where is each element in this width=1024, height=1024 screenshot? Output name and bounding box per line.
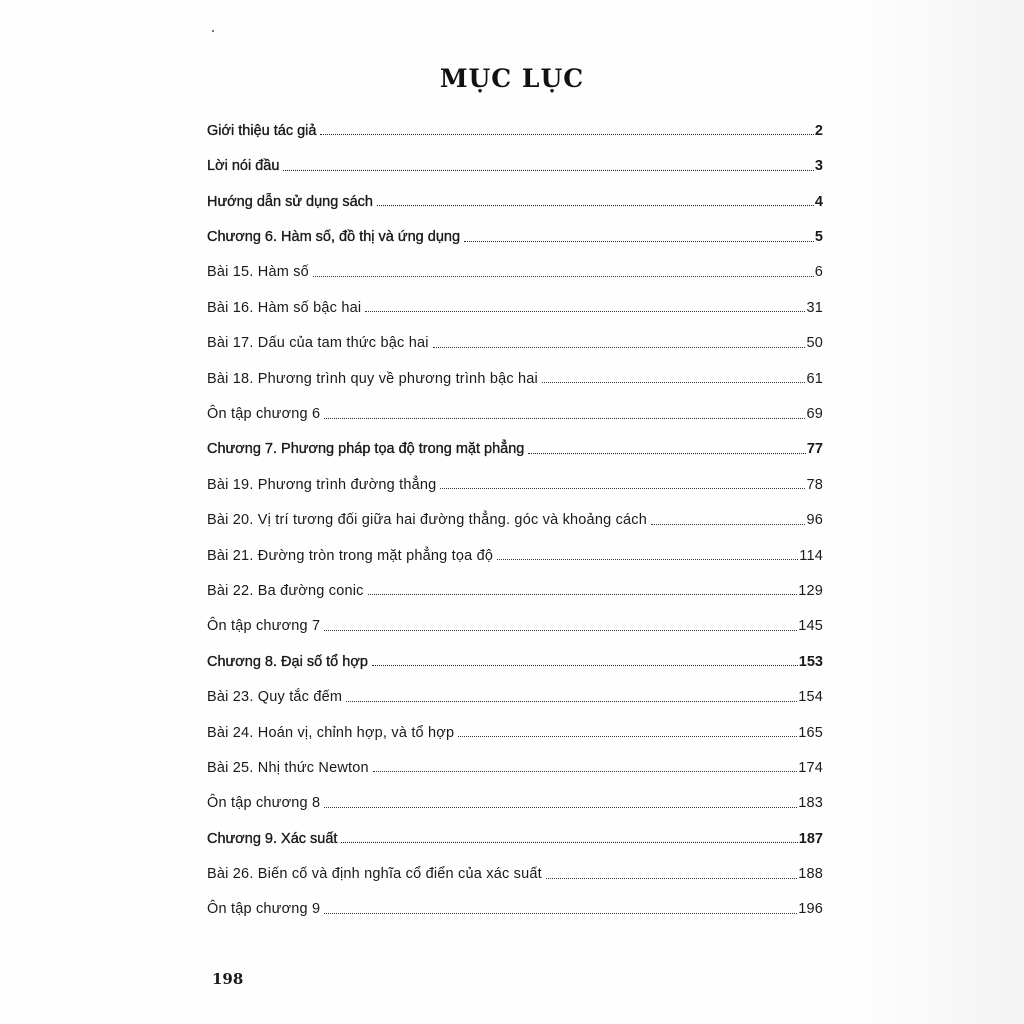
toc-entry: [207, 634, 823, 669]
paper-speck: [212, 30, 214, 32]
dot-leader: [458, 735, 797, 737]
toc-entry-page: 50: [806, 335, 823, 352]
toc-entry-label: Ôn tập chương 7: [207, 618, 321, 635]
dot-leader: [373, 770, 797, 772]
toc-entry: [207, 563, 823, 598]
toc-entry: [207, 598, 823, 633]
toc-entry-page: 31: [806, 299, 823, 316]
toc-entry-page: 188: [798, 866, 823, 883]
toc-entry-label: Giới thiệu tác giả: [207, 122, 317, 139]
dot-leader: [313, 275, 814, 277]
toc-entry: [207, 174, 823, 209]
toc-entry: [207, 422, 823, 457]
dot-leader: [546, 877, 797, 879]
toc-entry: [207, 386, 823, 421]
toc-entry-label: Bài 21. Đường tròn trong mặt phẳng tọa độ: [207, 547, 494, 564]
toc-entry-label: Bài 26. Biến cố và định nghĩa cổ điển của xác suất: [207, 866, 542, 883]
toc-entry-label: Chương 9. Xác suất: [207, 830, 338, 847]
dot-leader: [440, 487, 805, 489]
toc-entry-page: 196: [798, 901, 823, 918]
toc-entry: [207, 492, 823, 527]
toc-entry: [207, 138, 823, 173]
toc-entry: [207, 669, 823, 704]
page-edge-shadow: [856, 0, 1024, 1024]
toc-entry: [207, 280, 823, 315]
toc-entry-page: 165: [798, 724, 823, 741]
toc-entry-label: Bài 15. Hàm số: [207, 264, 309, 281]
toc-entry-page: 174: [798, 759, 823, 776]
toc-entry-page: 5: [814, 229, 823, 246]
dot-leader: [324, 912, 797, 914]
dot-leader: [341, 841, 797, 843]
dot-leader: [320, 133, 813, 135]
toc-entry: [207, 457, 823, 492]
dot-leader: [346, 700, 797, 702]
toc-entry-label: Bài 16. Hàm số bậc hai: [207, 299, 362, 316]
table-of-contents: [207, 103, 823, 917]
toc-entry-page: 69: [806, 406, 823, 423]
page-number: 198: [212, 970, 244, 988]
toc-entry: [207, 846, 823, 881]
toc-entry: [207, 103, 823, 138]
dot-leader: [365, 310, 805, 312]
toc-entry-page: 187: [798, 830, 823, 847]
toc-entry: [207, 209, 823, 244]
toc-entry: [207, 882, 823, 917]
toc-entry-page: 96: [806, 512, 823, 529]
toc-entry-label: Bài 25. Nhị thức Newton: [207, 759, 369, 776]
toc-entry-label: Ôn tập chương 8: [207, 795, 321, 812]
toc-entry-label: Chương 7. Phương pháp tọa độ trong mặt phẳng: [207, 441, 525, 458]
toc-entry: [207, 245, 823, 280]
toc-entry: [207, 740, 823, 775]
toc-entry-page: 6: [814, 264, 823, 281]
dot-leader: [528, 452, 805, 454]
toc-entry-label: Lời nói đầu: [207, 158, 280, 175]
toc-entry-label: Ôn tập chương 6: [207, 406, 321, 423]
toc-entry-label: Bài 22. Ba đường conic: [207, 582, 364, 599]
dot-leader: [377, 204, 814, 206]
toc-entry-page: 154: [798, 689, 823, 706]
toc-entry-page: 77: [806, 441, 823, 458]
page-title: MỤC LỤC: [439, 64, 585, 93]
toc-entry-page: 153: [798, 653, 823, 670]
dot-leader: [283, 169, 814, 171]
toc-entry-label: Bài 17. Dấu của tam thức bậc hai: [207, 335, 429, 352]
toc-entry-label: Bài 20. Vị trí tương đối giữa hai đường thẳng. góc và khoảng cách: [207, 512, 648, 529]
toc-entry-page: 114: [799, 547, 823, 564]
dot-leader: [372, 664, 798, 666]
toc-entry: [207, 811, 823, 846]
toc-entry-page: 78: [806, 476, 823, 493]
toc-entry: [207, 775, 823, 810]
dot-leader: [464, 240, 814, 242]
toc-entry-label: Bài 18. Phương trình quy về phương trình bậc hai: [207, 370, 538, 387]
toc-entry-label: Hướng dẫn sử dụng sách: [207, 193, 373, 210]
toc-entry-label: Ôn tập chương 9: [207, 901, 321, 918]
toc-entry-page: 183: [798, 795, 823, 812]
toc-entry-page: 4: [814, 193, 823, 210]
toc-entry: [207, 351, 823, 386]
toc-entry: [207, 705, 823, 740]
toc-entry-page: 3: [814, 158, 823, 175]
toc-entry-label: Bài 24. Hoán vị, chỉnh hợp, và tổ hợp: [207, 724, 455, 741]
toc-entry-page: 145: [798, 618, 823, 635]
dot-leader: [433, 346, 806, 348]
toc-entry: [207, 315, 823, 350]
toc-entry-label: Bài 23. Quy tắc đếm: [207, 689, 343, 706]
toc-entry-label: Chương 8. Đại số tổ hợp: [207, 653, 368, 670]
toc-entry: [207, 528, 823, 563]
toc-entry-label: Bài 19. Phương trình đường thẳng: [207, 476, 437, 493]
dot-leader: [324, 806, 797, 808]
dot-leader: [497, 558, 798, 560]
toc-entry-page: 129: [798, 582, 823, 599]
dot-leader: [324, 417, 805, 419]
toc-entry-label: Chương 6. Hàm số, đồ thị và ứng dụng: [207, 229, 461, 246]
toc-entry-page: 61: [806, 370, 823, 387]
dot-leader: [651, 523, 805, 525]
toc-entry-page: 2: [814, 122, 823, 139]
dot-leader: [368, 593, 798, 595]
dot-leader: [324, 629, 797, 631]
dot-leader: [542, 381, 805, 383]
